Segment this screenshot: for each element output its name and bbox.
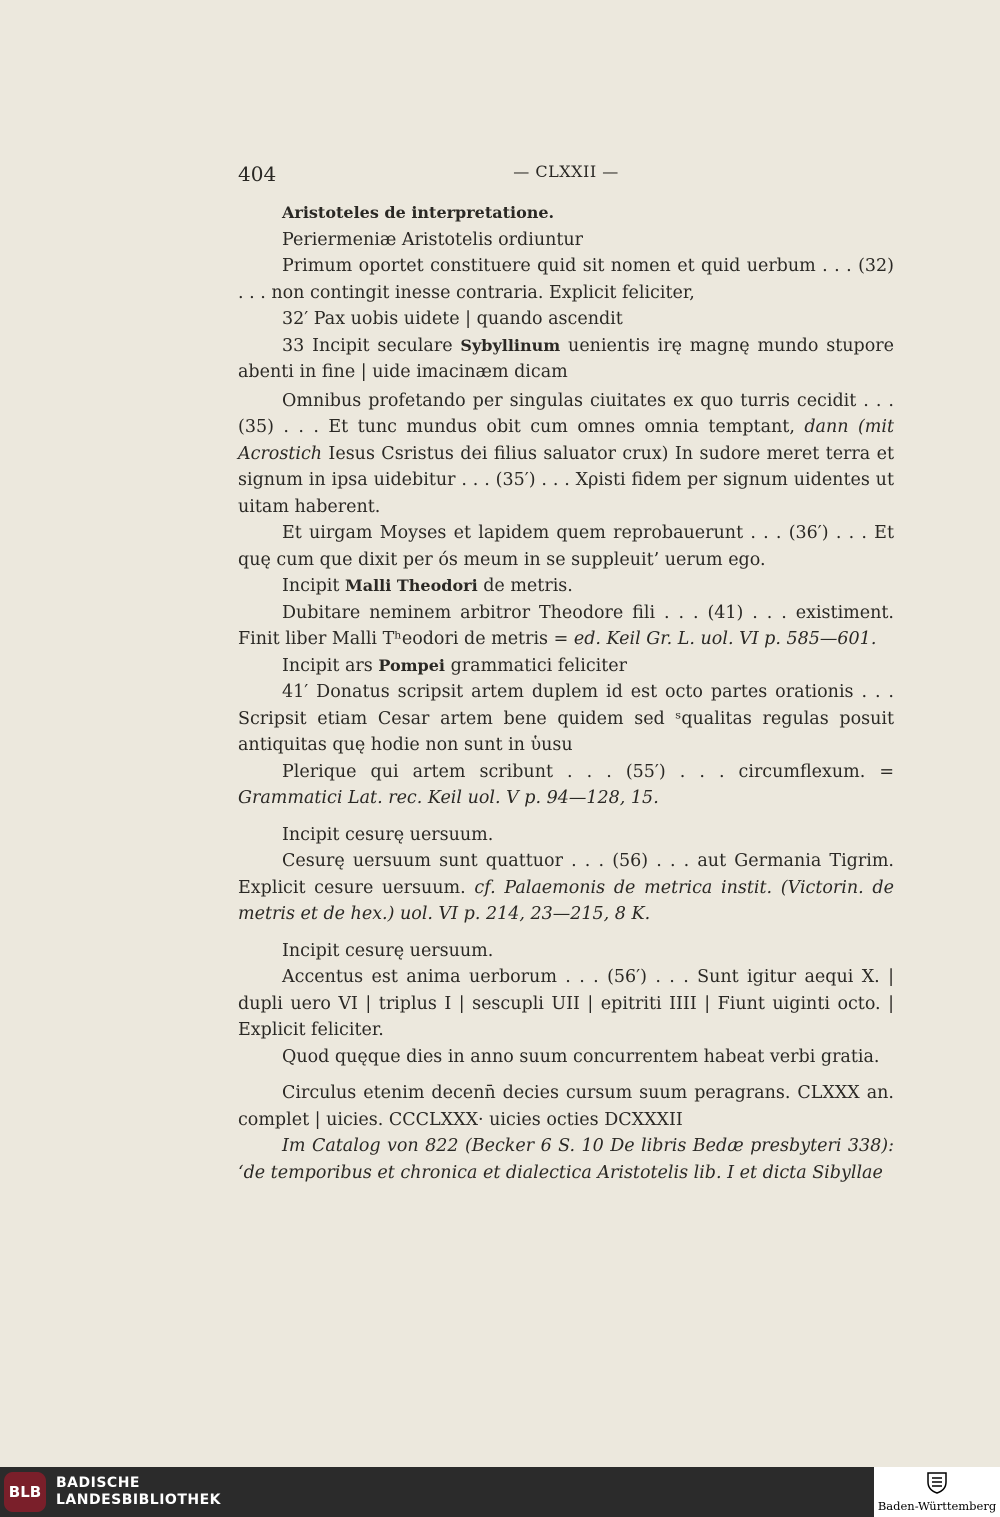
paragraph: Im Catalog von 822 (Becker 6 S. 10 De libris Bedæ presbyteri 338): ‘de temporibus et chronica et dialectica Aristotelis lib. I et dicta Sibyllae xyxy=(238,1136,894,1183)
running-head: — CLXXII — xyxy=(513,162,619,181)
library-footer xyxy=(0,1467,1000,1517)
paragraph: Periermeniæ Aristotelis ordiuntur xyxy=(282,229,584,250)
main-text xyxy=(238,200,894,1186)
text-span: dann (mit Acrostich xyxy=(238,417,894,464)
text-span: Iesus Csristus dei filius saluator crux) In sudore meret terra et signum in ipsa uidebitur . . . (35′) . . . Xρisti fidem per signum uidentes ut uitam haberent. xyxy=(238,443,894,517)
paragraph: Quod quęque dies in anno suum concurrentem habeat verbi gratia. xyxy=(282,1046,880,1067)
text-span: Incipit xyxy=(282,576,340,596)
text-span: Cesurę uersuum sunt quattuor . . . (56) . . . aut Germania Tigrim. Explicit cesure uersuum. xyxy=(238,851,894,898)
paragraph: Circulus etenim decenn̄ decies cursum suum peragrans. CLXXX an. complet | uicies. CCCLXXX· uicies octies DCXXXII xyxy=(238,1083,894,1130)
region-label: Baden-Württemberg xyxy=(877,1499,997,1513)
paragraph xyxy=(238,573,894,600)
text-span: Pompei xyxy=(378,655,445,675)
paragraph: Primum oportet constituere quid sit nomen et quid uerbum . . . (32) . . . non contingit inesse contraria. Explicit feliciter, xyxy=(238,256,894,303)
section-heading: Aristoteles de interpretatione. xyxy=(282,203,555,222)
text-span: Sybyllinum xyxy=(460,335,561,355)
library-name xyxy=(56,1475,221,1509)
library-name-line: LANDESBIBLIOTHEK xyxy=(56,1492,222,1508)
paragraph xyxy=(238,600,894,653)
blb-logo: BLB xyxy=(4,1472,46,1512)
paragraph: Et uirgam Moyses et lapidem quem reprobauerunt . . . (36′) . . . Et quę cum que dixit per ós meum in se suppleuit’ uerum ego. xyxy=(238,523,894,570)
text-span: Incipit ars xyxy=(282,655,373,676)
page-number: 404 xyxy=(238,162,277,186)
paragraph: 32′ Pax uobis uidete | quando ascendit xyxy=(282,309,623,329)
text-span: Grammatici Lat. rec. Keil uol. V p. 94—128, 15. xyxy=(238,788,659,808)
text-span: Plerique qui artem scribunt . . . (55′) . . . circumflexum. = xyxy=(282,761,894,782)
text-span: uenientis irę magnę mundo stupore abenti in fine | uide imacinæm dicam xyxy=(238,335,894,382)
text-span: Dubitare neminem arbitror Theodore fili . . . (41) . . . existiment. Finit liber Malli Tʰeodori de metris = xyxy=(238,602,894,649)
region-badge xyxy=(874,1467,1000,1517)
text-span: Malli Theodori xyxy=(345,576,478,595)
page-header xyxy=(238,160,894,190)
text-span: cf. Palaemonis de metrica instit. (Victorin. de metris et de hex.) uol. VI p. 214, 23—215, 8 K. xyxy=(238,877,894,924)
paragraph: Incipit cesurę uersuum. xyxy=(282,824,494,845)
paragraph: 41′ Donatus scripsit artem duplem id est octo partes orationis . . . Scripsit etiam Cesar artem bene quidem sed ˢqualitas regulas posuit antiquitas quę hodie non sunt in ὑusu xyxy=(238,682,894,755)
paragraph xyxy=(238,333,894,386)
paragraph xyxy=(238,759,894,812)
paragraph: Accentus est anima uerborum . . . (56′) . . . Sunt igitur aequi X. | dupli uero VI | triplus I | sescupli UII | epitriti IIII | Fiunt uiginti octo. | Explicit feliciter. xyxy=(238,967,894,1040)
paragraph xyxy=(238,200,894,227)
paragraph xyxy=(238,653,894,680)
paragraph xyxy=(238,388,894,521)
library-name-line: BADISCHE xyxy=(56,1475,140,1491)
text-span: ed. Keil Gr. L. uol. VI p. 585—601. xyxy=(573,629,877,649)
text-span: grammatici feliciter xyxy=(450,655,627,676)
text-span: 33 Incipit seculare xyxy=(282,335,453,356)
coat-of-arms-icon xyxy=(926,1470,948,1494)
text-span: de metris. xyxy=(483,576,573,596)
text-span: Omnibus profetando per singulas ciuitates ex quo turris cecidit . . . (35) . . . Et tunc mundus obit cum omnes omnia temptant, xyxy=(238,390,894,437)
paragraph: Incipit cesurę uersuum. xyxy=(282,940,494,961)
paragraph xyxy=(238,848,894,928)
